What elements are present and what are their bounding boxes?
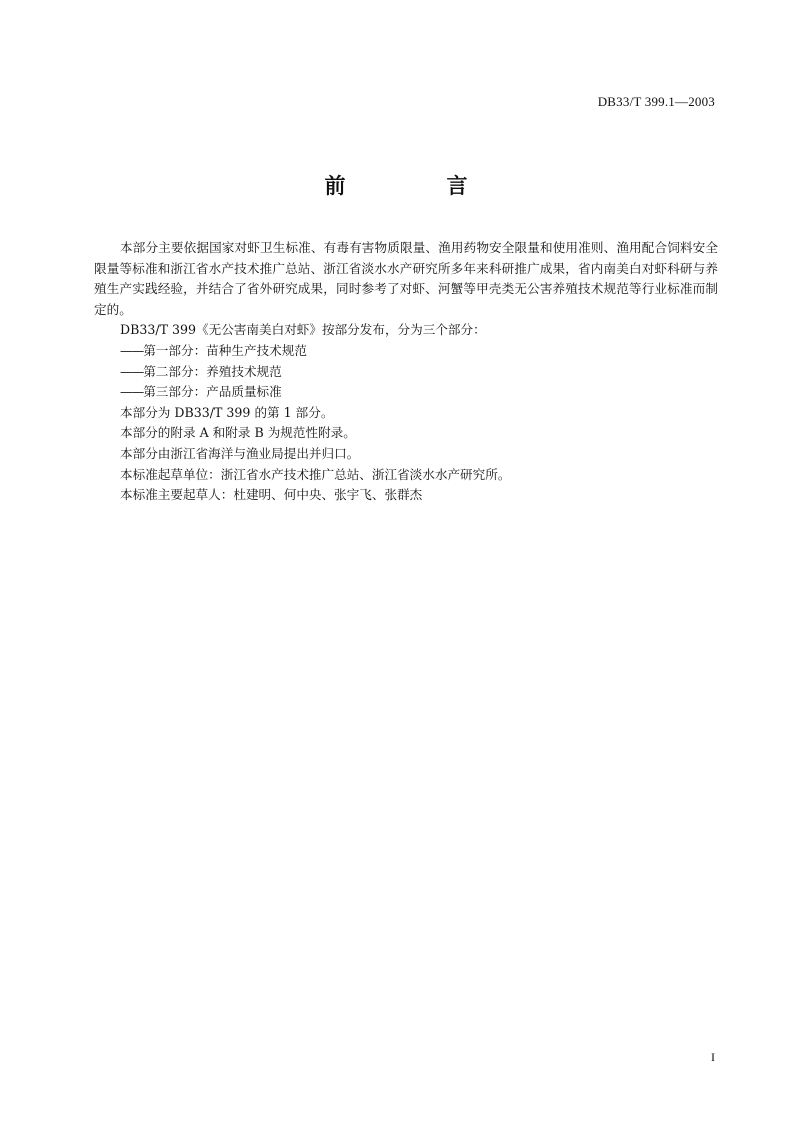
foreword-body (94, 238, 718, 506)
dash-mark: —— (120, 342, 144, 358)
publication-line: DB33/T 399《无公害南美白对虾》按部分发布，分为三个部分： (120, 322, 486, 338)
standard-code: DB33/T 399.1—2003 (597, 94, 715, 109)
part-item-3 (94, 382, 718, 403)
statement-part-number: 本部分为 DB33/T 399 的第 1 部分。 (120, 404, 334, 420)
page-number: I (711, 1050, 715, 1064)
part-label: 第三部分：产品质量标准 (143, 384, 282, 400)
dash-mark: —— (120, 363, 144, 379)
part-label: 第二部分：养殖技术规范 (143, 363, 282, 379)
statement-drafting-units: 本标准起草单位：浙江省水产技术推广总站、浙江省淡水水产研究所。 (120, 466, 511, 482)
intro-paragraph: 本部分主要依据国家对虾卫生标准、有毒有害物质限量、渔用药物安全限量和使用准则、渔用配合饲料安全限量等标准和浙江省水产技术推广总站、浙江省淡水水产研究所多年来科研推广成果，省内南美白对虾科研与养殖生产实践经验，并结合了省外研究成果，同时参考了对虾、河蟹等甲壳类无公害养殖技术规范等行业标准而制定的。 (94, 240, 718, 317)
statement-proposer: 本部分由浙江省海洋与渔业局提出并归口。 (120, 445, 360, 461)
dash-mark: —— (120, 384, 144, 400)
part-item-2 (94, 362, 718, 383)
part-label: 第一部分：苗种生产技术规范 (143, 342, 307, 358)
page-title: 前 言 (324, 174, 508, 198)
part-item-1 (94, 341, 718, 362)
statement-appendix: 本部分的附录 A 和附录 B 为规范性附录。 (120, 425, 356, 441)
statement-drafters: 本标准主要起草人：杜建明、何中央、张宇飞、张群杰 (120, 487, 423, 503)
